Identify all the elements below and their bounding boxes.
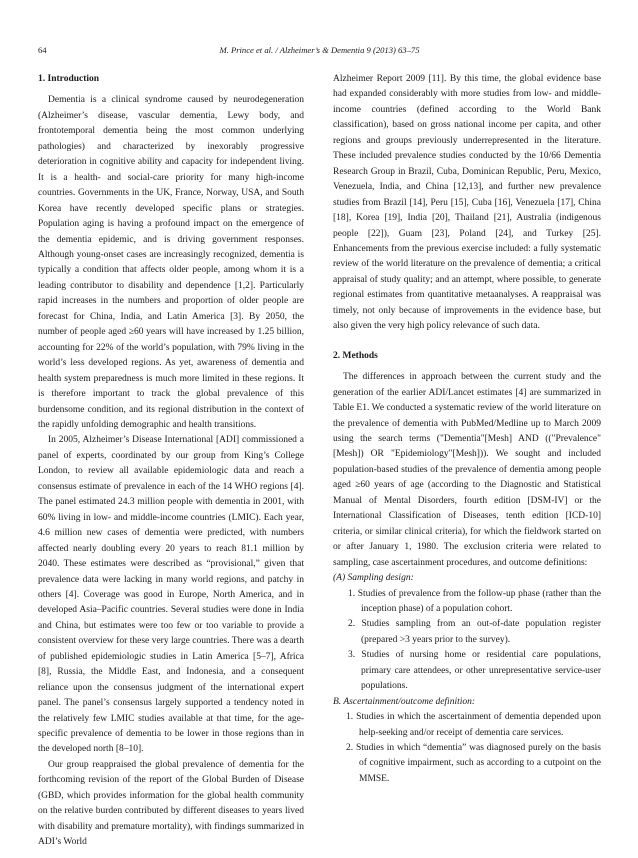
intro-paragraph-1: Dementia is a clinical syndrome caused by neurodegeneration (Alzheimer’s disease, vascular dementia, Lewy body, and frontotemporal dementia being the most common underlying pathologies) and characterized by inexorably progressive deterioration in cognitive ability and capacity for independent living. It is a health- and social-care priority for many high-income countries. Governments in the UK, France, Norway, USA, and South Korea have recently developed specific plans or strategies. Population aging is having a profound impact on the emergence of the dementia epidemic, and is driving government responses. Although young-onset cases are increasingly recognized, dementia is typically a condition that affects older people, among whom it is a leading contributor to disability and dependence [1,2]. Particularly rapid increases in the numbers and proportion of older people are forecast for China, India, and Latin America [3]. By 2050, the number of people aged ≥60 years will have increased by 1.25 billion, accounting for 22% of the world’s population, with 79% living in the world’s less developed regions. As yet, awareness of dementia and health system preparedness is much more limited in these regions. It is therefore important to track the global prevalence of this burdensome condition, and its regional distribution in the context of the rapidly unfolding demographic and health transitions. [38, 95, 304, 430]
intro-paragraph-continued: Alzheimer Report 2009 [11]. By this time, the global evidence base had expanded considerably with more studies from low- and middle-income countries (defined according to the World Bank classification), based on gross national income per capita, and other regions and groups previously underrepresented in the literature. These included prevalence studies conducted by the 10/66 Dementia Research Group in Brazil, Cuba, Dominican Republic, Peru, Mexico, Venezuela, India, and China [12,13], and further new prevalence studies from Brazil [14], Peru [15], Cuba [16], Venezuela [17], China [18], Korea [19], India [20], Thailand [21], Australia (indigenous people [22]), Guam [23], Poland [24], and Turkey [25]. Enhancements from the previous exercise included: a fully systematic review of the world literature on the prevalence of dementia; a critical appraisal of study quality; and an attempt, where possible, to generate regional estimates from quantitative metaanalyses. A reappraisal was timely, not only because of improvements in the evidence base, but also given the very high policy relevance of such data. [333, 74, 601, 332]
intro-paragraph-3: Our group reappraised the global prevalence of dementia for the forthcoming revision of the report of the Global Burden of Disease (GBD, which provides information for the global health community on the relative burden contributed by different diseases to years lived with disability and premature mortality), with findings summarized in ADI’s World [38, 759, 304, 848]
page-header [38, 43, 601, 57]
left-column [38, 72, 304, 851]
ascertainment-item-2: 2. Studies in which “dementia” was diagnosed purely on the basis of cognitive impairment, such as according to a cutpoint on the MMSE. [346, 743, 601, 784]
sampling-design-label: (A) Sampling design: [333, 573, 414, 584]
intro-paragraph-2: In 2005, Alzheimer’s Disease International [ADI] commissioned a panel of experts, coordinated by our group from King’s College London, to review all available epidemiologic data and reach a consensus estimate of prevalence in each of the 14 WHO regions [4]. The panel estimated 24.3 million people with dementia in 2001, with 60% living in low- and middle-income countries (LMIC). Each year, 4.6 million new cases of dementia were predicted, with numbers affected nearly doubling every 20 years to reach 81.1 million by 2040. These estimates were described as “provisional,” given that prevalence data were lacking in many world regions, and patchy in others [4]. Coverage was good in Europe, North America, and in developed Asia–Pacific countries. Several studies were done in India and China, but estimates were too few or too variable to provide a consistent overview for these very large countries. There was a dearth of published epidemiologic studies in Latin America [5–7], Africa [8], Russia, the Middle East, and Indonesia, and a consequent reliance upon the consensus judgment of the international expert panel. The panel’s consensus largely supported a tendency noted in the relatively few LMIC studies available at that time, for the age-specific prevalence of dementia to be lower in those regions than in the developed north [8–10]. [38, 435, 304, 755]
sampling-item-1: 1. Studies of prevalence from the follow-up phase (rather than the inception phase) of a population cohort. [348, 588, 601, 614]
sampling-item-3: 3. Studies of nursing home or residential care populations, primary care attendees, or other unrepresentative service-user populations. [348, 650, 601, 692]
methods-heading: 2. Methods [333, 350, 378, 361]
ascertainment-label: B. Ascertainment/outcome definition: [333, 696, 476, 707]
sampling-item-2: 2. Studies sampling from an out-of-date population register (prepared >3 years prior to the survey). [348, 619, 601, 645]
page-number: 64 [38, 45, 47, 55]
right-column [333, 72, 601, 787]
methods-paragraph: The differences in approach between the current study and the generation of the earlier ADI/Lancet estimates [4] are summarized in Table E1. We conducted a systematic review of the world literature on the prevalence of dementia with PubMed/Medline up to March 2009 using the search terms ("Dementia"[Mesh] AND (("Prevalence"[Mesh]) OR "Epidemiology"[Mesh])). We sought and included population-based studies of the prevalence of dementia among people aged ≥60 years of age (according to the Diagnostic and Statistical Manual of Mental Disorders, fourth edition [DSM-IV] or the International Classification of Diseases, tenth edition [ICD-10] criteria, or similar clinical criteria), for which the fieldwork started on or after January 1, 1980. The exclusion criteria were related to sampling, case ascertainment procedures, and outcome definitions: [333, 372, 601, 568]
introduction-heading: 1. Introduction [38, 74, 100, 84]
running-title: M. Prince et al. / Alzheimer’s & Dementia 9 (2013) 63–75 [219, 45, 420, 55]
ascertainment-item-1: 1. Studies in which the ascertainment of dementia depended upon help-seeking and/or receipt of dementia care services. [346, 712, 601, 738]
